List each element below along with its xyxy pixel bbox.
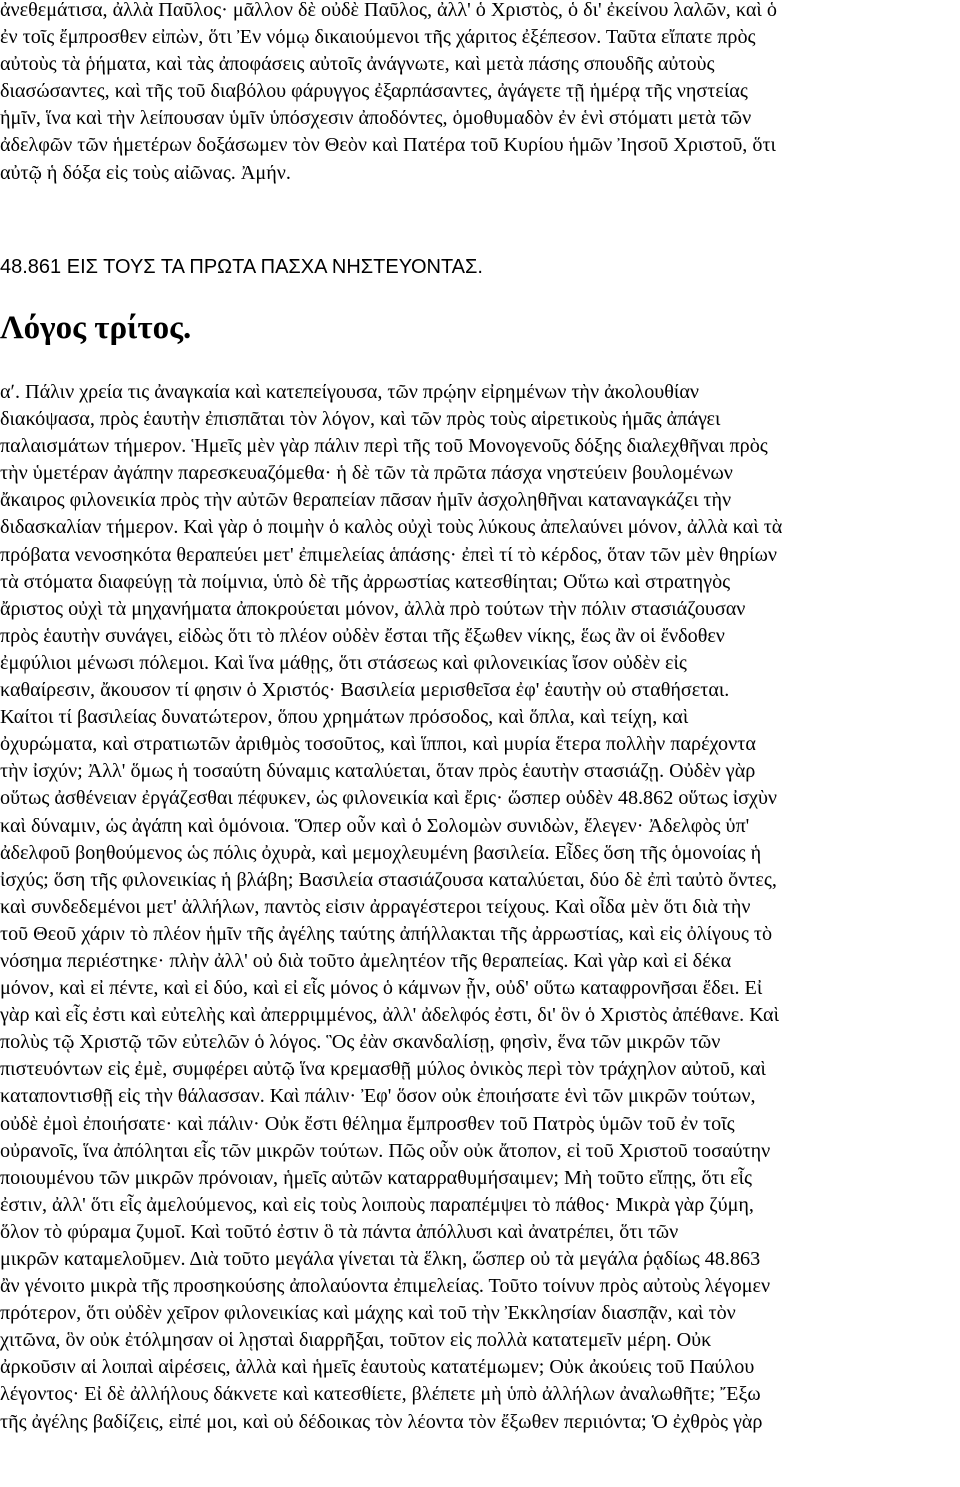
text-line: Καίτοι τί βασιλείας δυνατώτερον, ὅπου χρημάτων πρόσοδος, καὶ ὅπλα, καὶ τείχη, καὶ [0,706,689,729]
text-line: ἄκαιρος φιλονεικία πρὸς τὴν αὐτῶν θεραπείαν πᾶσαν ἡμῖν ἀσχοληθῆναι καταναγκάζει τὴν [0,489,732,512]
text-line: οὐρανοῖς, ἵνα ἀπόληται εἷς τῶν μικρῶν τούτων. Πῶς οὖν οὐκ ἄτοπον, εἰ τοῦ Χριστοῦ τοσαύτην [0,1139,771,1162]
text-line: καθαίρεσιν, ἄκουσον τί φησιν ὁ Χριστός· Βασιλεία μερισθεῖσα ἐφ' ἑαυτὴν οὐ σταθήσεται. [0,679,730,702]
text-line: διακόψασα, πρὸς ἑαυτὴν ἐπισπᾶται τὸν λόγον, καὶ τῶν πρὸς τοὺς αἱρετικοὺς ἡμᾶς ἀπάγει [0,408,721,431]
text-line: διδασκαλίαν τήμερον. Καὶ γὰρ ὁ ποιμὴν ὁ καλὸς οὐχὶ τοὺς λύκους ἀπελαύνει μόνον, ἀλλὰ καὶ τὰ [0,516,783,539]
text-line: πρόβατα νενοσηκότα θεραπεύει μετ' ἐπιμελείας ἁπάσης· ἐπεὶ τί τὸ κέρδος, ὅταν τῶν μὲν θηρίων [0,543,777,566]
text-line: ἀνεθεμάτισα, ἀλλὰ Παῦλος· μᾶλλον δὲ οὐδὲ Παῦλος, ἀλλ' ὁ Χριστὸς, ὁ δι' ἐκείνου λαλῶν, καὶ ὁ [0,0,777,21]
text-line: καὶ συνδεδεμένοι μετ' ἀλλήλων, παντὸς εἰσιν ἀρραγέστεροι τείχους. Καὶ οἶδα μὲν ὅτι διὰ τὴν [0,895,751,918]
text-line: τὰ στόματα διαφεύγῃ τὰ ποίμνια, ὑπὸ δὲ τῆς ἀρρωστίας κατεσθίηται; Οὕτω καὶ στρατηγὸς [0,570,731,593]
text-line: αʹ. Πάλιν χρεία τις ἀναγκαία καὶ κατεπείγουσα, τῶν πρῴην εἰρημένων τὴν ἀκολουθίαν [0,381,700,403]
intro-paragraph [0,0,960,187]
text-line: οὕτως ἀσθένειαν ἐργάζεσθαι πέφυκεν, ὡς φιλονεικία καὶ ἔρις· ὥσπερ οὐδὲν 48.862 οὕτως ἰσχὺν [0,787,778,810]
text-line: ἐν τοῖς ἔμπροσθεν εἰπὼν, ὅτι Ἐν νόμῳ δικαιούμενοι τῆς χάριτος ἐξέπεσον. Ταῦτα εἴπατε πρὸς [0,26,756,49]
text-line: ἂν γένοιτο μικρὰ τῆς προσηκούσης ἀπολαύοντα ἐπιμελείας. Τοῦτο τοίνυν πρὸς αὐτοὺς λέγομεν [0,1275,771,1298]
text-line: τοῦ Θεοῦ χάριν τὸ πλέον ἡμῖν τῆς ἀγέλης ταύτης ἀπήλλακται τῆς ἀρρωστίας, καὶ εἰς ὀλίγους τὸ [0,922,773,945]
section-reference: 48.861 ΕΙΣ ΤΟΥΣ ΤΑ ΠΡΩΤΑ ΠΑΣΧΑ ΝΗΣΤΕΥΟΝΤΑΣ. [0,256,483,278]
text-line: ἄριστος οὐχὶ τὰ μηχανήματα ἀποκρούεται μόνον, ἀλλὰ πρὸ τούτων τὴν πόλιν στασιάζουσαν [0,597,746,620]
text-line: ἐστιν, ἀλλ' ὅτι εἷς ἀμελούμενος, καὶ εἰς τοὺς λοιποὺς παραπέμψει τὸ πάθος· Μικρὰ γὰρ ζύμη, [0,1193,754,1216]
text-line: τὴν ἰσχύν; Ἀλλ' ὅμως ἡ τοσαύτη δύναμις καταλύεται, ὅταν πρὸς ἑαυτὴν στασιάζῃ. Οὐδὲν γὰρ [0,760,756,783]
text-line: ὅλον τὸ φύραμα ζυμοῖ. Καὶ τοῦτό ἐστιν ὃ τὰ πάντα ἀπόλλυσι καὶ ἀνατρέπει, ὅτι τῶν [0,1220,679,1243]
text-line: μικρῶν καταμελοῦμεν. Διὰ τοῦτο μεγάλα γίνεται τὰ ἕλκη, ὥσπερ οὐ τὰ μεγάλα ῥᾳδίως 48.863 [0,1248,761,1270]
text-line: πρότερον, ὅτι οὐδὲν χεῖρον φιλονεικίας καὶ μάχης καὶ τοῦ τὴν Ἐκκλησίαν διασπᾷν, καὶ τὸν [0,1302,736,1325]
text-line: παλαισμάτων τήμερον. Ἡμεῖς μὲν γὰρ πάλιν περὶ τῆς τοῦ Μονογενοῦς δόξης διαλεχθῆναι πρὸς [0,435,768,458]
text-line: ἀδελφῶν τῶν ἡμετέρων δοξάσωμεν τὸν Θεὸν καὶ Πατέρα τοῦ Κυρίου ἡμῶν Ἰησοῦ Χριστοῦ, ὅτι [0,134,776,157]
text-line: γὰρ καὶ εἷς ἐστι καὶ εὐτελὴς καὶ ἀπερριμμένος, ἀλλ' ἀδελφός ἐστι, δι' ὃν ὁ Χριστὸς ἀπέθανε. Καὶ [0,1004,780,1027]
text-line: νόσημα περιέστηκε· πλὴν ἀλλ' οὐ διὰ τοῦτο ἀμελητέον τῆς θεραπείας. Καὶ γὰρ καὶ εἰ δέκα [0,949,732,972]
text-line: ἀδελφοῦ βοηθούμενος ὡς πόλις ὀχυρὰ, καὶ μεμοχλευμένη βασιλεία. Εἶδες ὅση τῆς ὁμονοίας ἡ [0,841,762,864]
text-line: καταποντισθῇ εἰς τὴν θάλασσαν. Καὶ πάλιν· Ἐφ' ὅσον οὐκ ἐποιήσατε ἑνὶ τῶν μικρῶν τούτων, [0,1085,756,1108]
text-line: ποιουμένου τῶν μικρῶν πρόνοιαν, ἡμεῖς αὐτῶν καταρραθυμήσαιμεν; Μὴ τοῦτο εἴπῃς, ὅτι εἷς [0,1166,752,1189]
text-line: χιτῶνα, ὃν οὐκ ἐτόλμησαν οἱ λῃσταὶ διαρρῆξαι, τοῦτον εἰς πολλὰ κατατεμεῖν μέρη. Οὐκ [0,1329,712,1352]
text-line: ἰσχύς; ὅση τῆς φιλονεικίας ἡ βλάβη; Βασιλεία στασιάζουσα καταλύεται, δύο δὲ ἐπὶ ταὐτὸ ὄντες, [0,868,777,891]
text-line: ἀρκοῦσιν αἱ λοιπαὶ αἱρέσεις, ἀλλὰ καὶ ἡμεῖς ἑαυτοὺς κατατέμωμεν; Οὐκ ἀκούεις τοῦ Παύλου [0,1356,755,1379]
text-line: ἡμῖν, ἵνα καὶ τὴν λείπουσαν ὑμῖν ὑπόσχεσιν ἀποδόντες, ὁμοθυμαδὸν ἐν ἑνὶ στόματι μετὰ τῶν [0,107,752,130]
text-line: καὶ δύναμιν, ὡς ἀγάπη καὶ ὁμόνοια. Ὅπερ οὖν καὶ ὁ Σολομὼν συνιδὼν, ἔλεγεν· Ἀδελφὸς ὑπ' [0,814,750,837]
text-line: πολὺς τῷ Χριστῷ τῶν εὐτελῶν ὁ λόγος. Ὃς ἐὰν σκανδαλίσῃ, φησὶν, ἕνα τῶν μικρῶν τῶν [0,1031,721,1054]
sermon-heading: Λόγος τρίτος. [0,310,192,346]
text-line: διασώσαντες, καὶ τῆς τοῦ διαβόλου φάρυγγος ἐξαρπάσαντες, ἀγάγετε τῇ ἡμέρᾳ τῆς νηστείας [0,80,748,103]
text-line: λέγοντος· Εἰ δὲ ἀλλήλους δάκνετε καὶ κατεσθίετε, βλέπετε μὴ ὑπὸ ἀλλήλων ἀναλωθῆτε; Ἔξω [0,1383,761,1406]
text-line: μόνον, καὶ εἰ πέντε, καὶ εἰ δύο, καὶ εἰ εἷς μόνος ὁ κάμνων ᾖν, οὐδ' οὕτω καταφρονῆσαι ἔδει. Εἰ [0,977,763,1000]
text-line: τὴν ὑμετέραν ἀγάπην παρεσκευαζόμεθα· ἡ δὲ τῶν τὰ πρῶτα πάσχα νηστεύειν βουλομένων [0,462,733,485]
text-line: οὐδὲ ἐμοὶ ἐποιήσατε· καὶ πάλιν· Οὐκ ἔστι θέλημα ἔμπροσθεν τοῦ Πατρὸς ὑμῶν τοῦ ἐν τοῖς [0,1112,735,1135]
body-paragraph [0,379,960,1436]
text-line: πρὸς ἑαυτὴν συνάγει, εἰδὼς ὅτι τὸ πλέον οὐδὲν ἔσται τῆς ἔξωθεν νίκης, ἕως ἂν οἱ ἔνδοθεν [0,624,725,647]
text-line: πιστευόντων εἰς ἐμὲ, συμφέρει αὐτῷ ἵνα κρεμασθῇ μύλος ὀνικὸς περὶ τὸν τράχηλον αὐτοῦ, καὶ [0,1058,766,1081]
text-line: αὐτῷ ἡ δόξα εἰς τοὺς αἰῶνας. Ἀμήν. [0,161,291,184]
text-line: ἐμφύλιοι μένωσι πόλεμοι. Καὶ ἵνα μάθῃς, ὅτι στάσεως καὶ φιλονεικίας ἴσον οὐδὲν εἰς [0,651,687,674]
text-line: ὀχυρώματα, καὶ στρατιωτῶν ἀριθμὸς τοσοῦτος, καὶ ἵπποι, καὶ μυρία ἕτερα πολλὴν παρέχοντα [0,733,756,756]
text-line: αὐτοὺς τὰ ῥήματα, καὶ τὰς ἀποφάσεις αὐτοῖς ἀνάγνωτε, καὶ μετὰ πάσης σπουδῆς αὐτοὺς [0,53,715,76]
text-line: τῆς ἀγέλης βαδίζεις, εἰπέ μοι, καὶ οὐ δέδοικας τὸν λέοντα τὸν ἔξωθεν περιιόντα; Ὁ ἐχθρὸς γὰρ [0,1410,763,1433]
